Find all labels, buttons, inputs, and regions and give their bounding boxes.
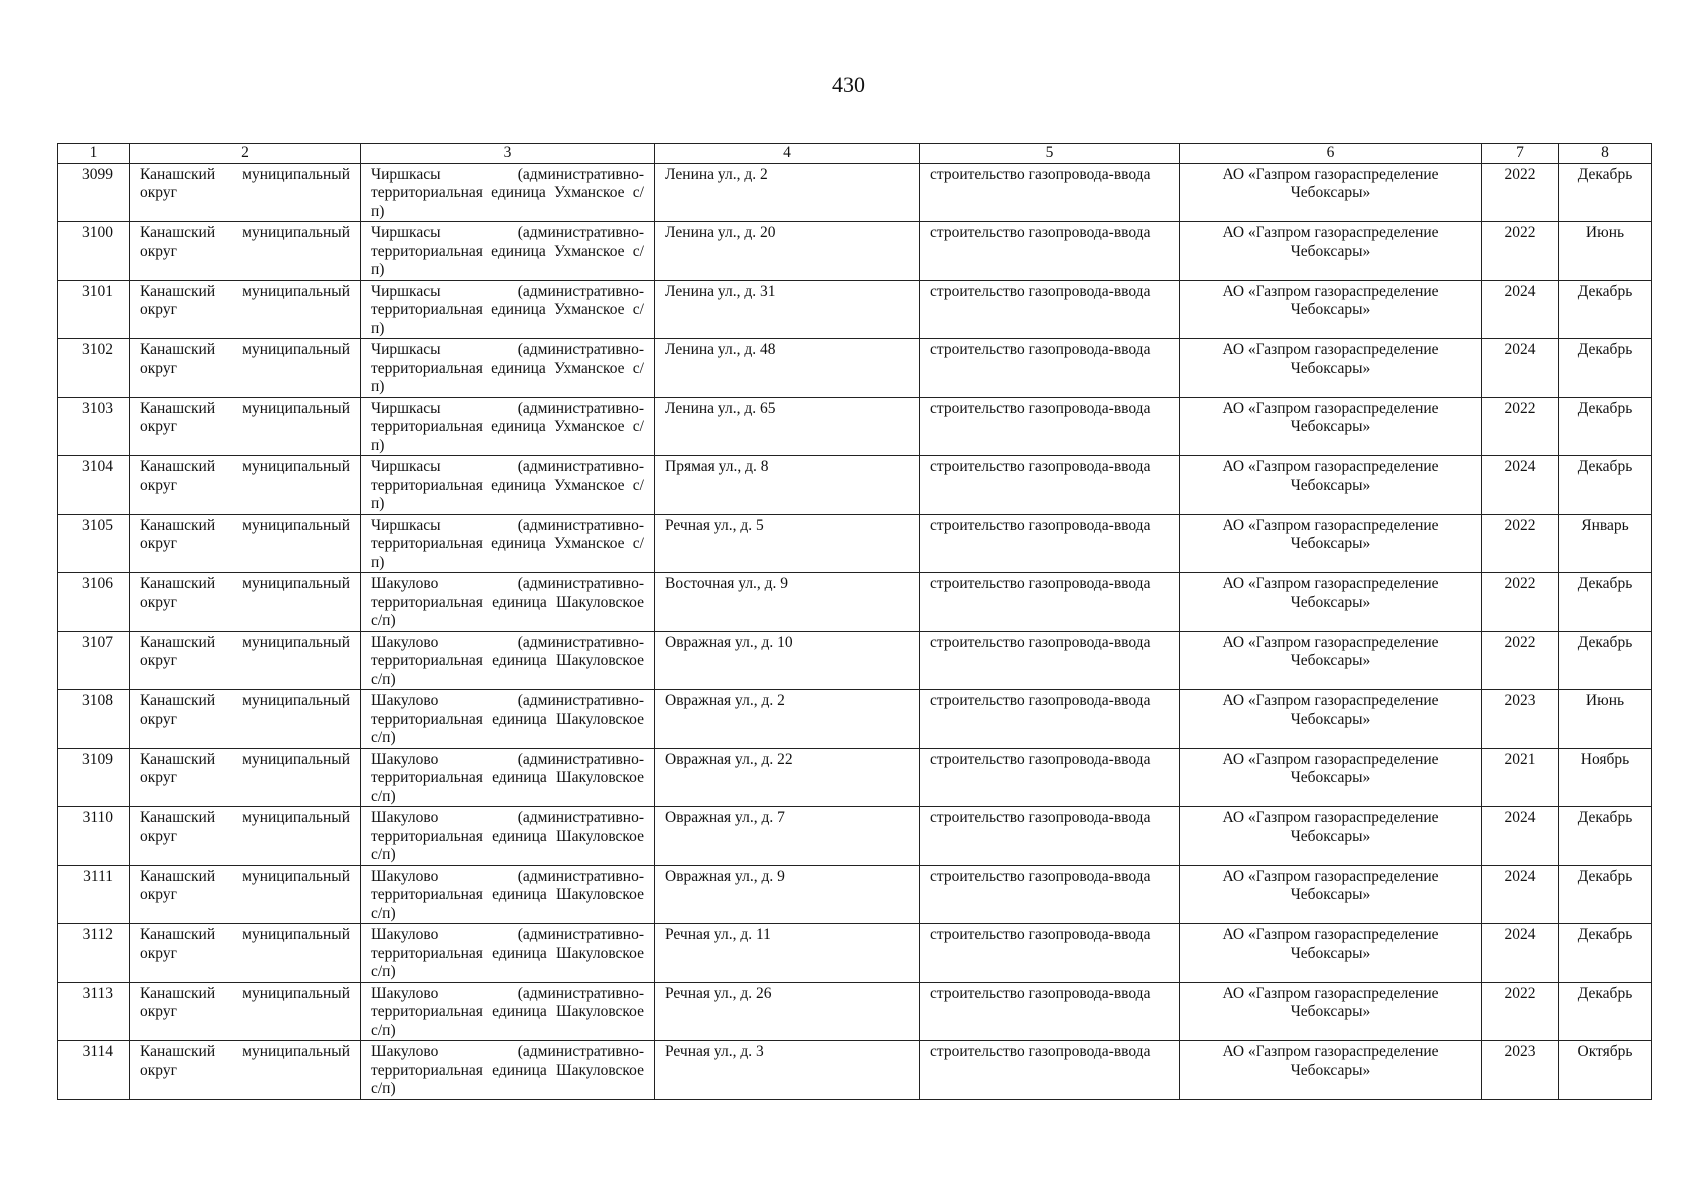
settlement-cell: Чиршкасы (административно-территориальная единица Ухманское с/п) [361,514,655,573]
year-cell: 2024 [1482,339,1559,398]
year-cell: 2022 [1482,163,1559,222]
district-cell: Канашский муниципальный округ [130,748,361,807]
work-type-cell: строительство газопровода-ввода [920,222,1180,281]
table-row [58,514,1652,573]
year-cell: 2024 [1482,456,1559,515]
organization-cell: АО «Газпром газораспределение Чебоксары» [1180,1041,1482,1100]
organization-cell: АО «Газпром газораспределение Чебоксары» [1180,163,1482,222]
month-cell: Декабрь [1559,924,1652,983]
row-number-cell: 3110 [58,807,130,866]
district-cell: Канашский муниципальный округ [130,339,361,398]
settlement-cell: Чиршкасы (административно-территориальная единица Ухманское с/п) [361,222,655,281]
row-number-cell: 3100 [58,222,130,281]
settlement-cell: Шакулово (административно-территориальная единица Шакуловское с/п) [361,924,655,983]
year-cell: 2022 [1482,982,1559,1041]
table-row [58,982,1652,1041]
district-cell: Канашский муниципальный округ [130,514,361,573]
table-row [58,748,1652,807]
year-cell: 2022 [1482,514,1559,573]
month-cell: Декабрь [1559,280,1652,339]
address-cell: Овражная ул., д. 7 [655,807,920,866]
table-row [58,924,1652,983]
address-cell: Прямая ул., д. 8 [655,456,920,515]
settlement-cell: Шакулово (административно-территориальная единица Шакуловское с/п) [361,1041,655,1100]
work-type-cell: строительство газопровода-ввода [920,690,1180,749]
table-row [58,163,1652,222]
column-header: 1 [58,144,130,164]
table-row [58,222,1652,281]
year-cell: 2022 [1482,397,1559,456]
work-type-cell: строительство газопровода-ввода [920,163,1180,222]
organization-cell: АО «Газпром газораспределение Чебоксары» [1180,222,1482,281]
district-cell: Канашский муниципальный округ [130,573,361,632]
row-number-cell: 3099 [58,163,130,222]
row-number-cell: 3113 [58,982,130,1041]
year-cell: 2023 [1482,690,1559,749]
month-cell: Июнь [1559,690,1652,749]
row-number-cell: 3107 [58,631,130,690]
month-cell: Декабрь [1559,807,1652,866]
address-cell: Овражная ул., д. 2 [655,690,920,749]
row-number-cell: 3105 [58,514,130,573]
settlement-cell: Шакулово (административно-территориальная единица Шакуловское с/п) [361,865,655,924]
settlement-cell: Чиршкасы (административно-территориальная единица Ухманское с/п) [361,339,655,398]
district-cell: Канашский муниципальный округ [130,982,361,1041]
organization-cell: АО «Газпром газораспределение Чебоксары» [1180,807,1482,866]
table-row [58,690,1652,749]
month-cell: Январь [1559,514,1652,573]
address-cell: Речная ул., д. 3 [655,1041,920,1100]
address-cell: Овражная ул., д. 22 [655,748,920,807]
organization-cell: АО «Газпром газораспределение Чебоксары» [1180,865,1482,924]
organization-cell: АО «Газпром газораспределение Чебоксары» [1180,514,1482,573]
organization-cell: АО «Газпром газораспределение Чебоксары» [1180,280,1482,339]
district-cell: Канашский муниципальный округ [130,222,361,281]
month-cell: Ноябрь [1559,748,1652,807]
column-header: 7 [1482,144,1559,164]
organization-cell: АО «Газпром газораспределение Чебоксары» [1180,748,1482,807]
organization-cell: АО «Газпром газораспределение Чебоксары» [1180,690,1482,749]
table-row [58,397,1652,456]
year-cell: 2024 [1482,807,1559,866]
work-type-cell: строительство газопровода-ввода [920,456,1180,515]
row-number-cell: 3114 [58,1041,130,1100]
column-header: 5 [920,144,1180,164]
header-row [58,144,1652,164]
settlement-cell: Чиршкасы (административно-территориальная единица Ухманское с/п) [361,163,655,222]
settlement-cell: Шакулово (административно-территориальная единица Шакуловское с/п) [361,807,655,866]
column-header: 6 [1180,144,1482,164]
row-number-cell: 3108 [58,690,130,749]
organization-cell: АО «Газпром газораспределение Чебоксары» [1180,397,1482,456]
address-cell: Ленина ул., д. 2 [655,163,920,222]
year-cell: 2022 [1482,222,1559,281]
settlement-cell: Шакулово (административно-территориальная единица Шакуловское с/п) [361,631,655,690]
row-number-cell: 3104 [58,456,130,515]
district-cell: Канашский муниципальный округ [130,924,361,983]
settlement-cell: Шакулово (административно-территориальная единица Шакуловское с/п) [361,982,655,1041]
row-number-cell: 3102 [58,339,130,398]
month-cell: Октябрь [1559,1041,1652,1100]
address-cell: Овражная ул., д. 10 [655,631,920,690]
year-cell: 2023 [1482,1041,1559,1100]
work-type-cell: строительство газопровода-ввода [920,573,1180,632]
month-cell: Декабрь [1559,631,1652,690]
month-cell: Декабрь [1559,865,1652,924]
year-cell: 2024 [1482,924,1559,983]
work-type-cell: строительство газопровода-ввода [920,339,1180,398]
year-cell: 2021 [1482,748,1559,807]
column-header: 3 [361,144,655,164]
table-row [58,339,1652,398]
row-number-cell: 3101 [58,280,130,339]
work-type-cell: строительство газопровода-ввода [920,982,1180,1041]
address-cell: Овражная ул., д. 9 [655,865,920,924]
district-cell: Канашский муниципальный округ [130,1041,361,1100]
month-cell: Декабрь [1559,982,1652,1041]
column-header: 2 [130,144,361,164]
row-number-cell: 3103 [58,397,130,456]
district-cell: Канашский муниципальный округ [130,397,361,456]
settlement-cell: Чиршкасы (административно-территориальная единица Ухманское с/п) [361,456,655,515]
district-cell: Канашский муниципальный округ [130,280,361,339]
organization-cell: АО «Газпром газораспределение Чебоксары» [1180,456,1482,515]
district-cell: Канашский муниципальный округ [130,631,361,690]
month-cell: Декабрь [1559,573,1652,632]
settlement-cell: Чиршкасы (административно-территориальная единица Ухманское с/п) [361,280,655,339]
gasification-table [57,143,1652,1100]
district-cell: Канашский муниципальный округ [130,807,361,866]
month-cell: Декабрь [1559,456,1652,515]
work-type-cell: строительство газопровода-ввода [920,1041,1180,1100]
row-number-cell: 3106 [58,573,130,632]
work-type-cell: строительство газопровода-ввода [920,514,1180,573]
table-row [58,280,1652,339]
month-cell: Декабрь [1559,397,1652,456]
table-row [58,1041,1652,1100]
work-type-cell: строительство газопровода-ввода [920,631,1180,690]
address-cell: Восточная ул., д. 9 [655,573,920,632]
settlement-cell: Шакулово (административно-территориальная единица Шакуловское с/п) [361,690,655,749]
column-header: 4 [655,144,920,164]
organization-cell: АО «Газпром газораспределение Чебоксары» [1180,924,1482,983]
district-cell: Канашский муниципальный округ [130,865,361,924]
settlement-cell: Шакулово (административно-территориальная единица Шакуловское с/п) [361,748,655,807]
organization-cell: АО «Газпром газораспределение Чебоксары» [1180,339,1482,398]
row-number-cell: 3109 [58,748,130,807]
year-cell: 2024 [1482,280,1559,339]
month-cell: Декабрь [1559,163,1652,222]
address-cell: Речная ул., д. 5 [655,514,920,573]
settlement-cell: Чиршкасы (административно-территориальная единица Ухманское с/п) [361,397,655,456]
table-row [58,807,1652,866]
page-number: 430 [832,72,865,97]
address-cell: Ленина ул., д. 20 [655,222,920,281]
row-number-cell: 3111 [58,865,130,924]
month-cell: Декабрь [1559,339,1652,398]
address-cell: Ленина ул., д. 48 [655,339,920,398]
address-cell: Ленина ул., д. 65 [655,397,920,456]
district-cell: Канашский муниципальный округ [130,456,361,515]
organization-cell: АО «Газпром газораспределение Чебоксары» [1180,573,1482,632]
address-cell: Речная ул., д. 26 [655,982,920,1041]
year-cell: 2022 [1482,631,1559,690]
settlement-cell: Шакулово (административно-территориальная единица Шакуловское с/п) [361,573,655,632]
row-number-cell: 3112 [58,924,130,983]
work-type-cell: строительство газопровода-ввода [920,397,1180,456]
table-row [58,573,1652,632]
work-type-cell: строительство газопровода-ввода [920,807,1180,866]
address-cell: Речная ул., д. 11 [655,924,920,983]
district-cell: Канашский муниципальный округ [130,163,361,222]
organization-cell: АО «Газпром газораспределение Чебоксары» [1180,631,1482,690]
table-row [58,631,1652,690]
work-type-cell: строительство газопровода-ввода [920,280,1180,339]
work-type-cell: строительство газопровода-ввода [920,865,1180,924]
work-type-cell: строительство газопровода-ввода [920,924,1180,983]
district-cell: Канашский муниципальный округ [130,690,361,749]
organization-cell: АО «Газпром газораспределение Чебоксары» [1180,982,1482,1041]
column-header: 8 [1559,144,1652,164]
work-type-cell: строительство газопровода-ввода [920,748,1180,807]
table-row [58,865,1652,924]
year-cell: 2024 [1482,865,1559,924]
month-cell: Июнь [1559,222,1652,281]
table-row [58,456,1652,515]
year-cell: 2022 [1482,573,1559,632]
address-cell: Ленина ул., д. 31 [655,280,920,339]
